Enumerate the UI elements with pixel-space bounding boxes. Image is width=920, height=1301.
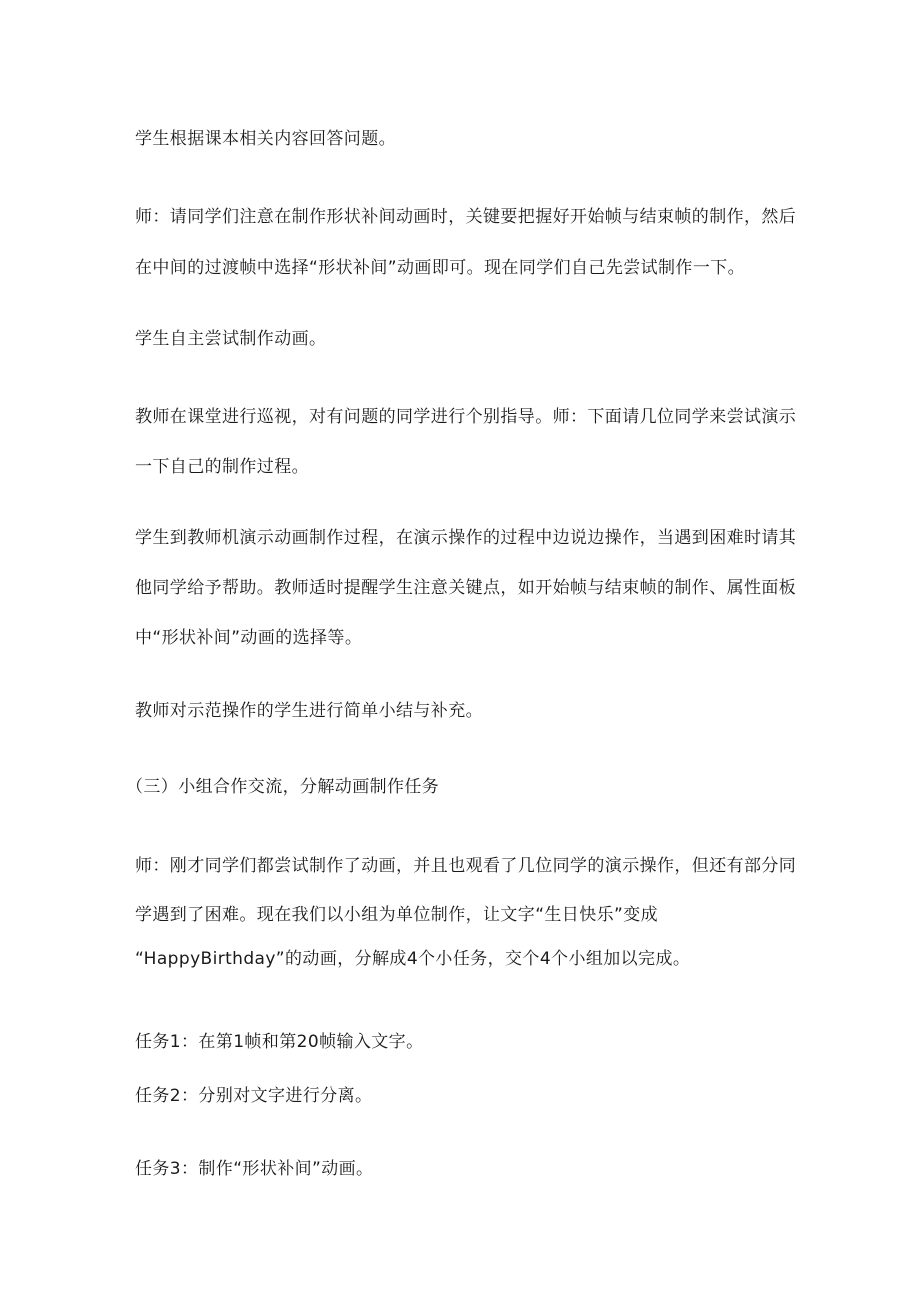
task-item: 任务3：制作“形状补间”动画。	[135, 1159, 374, 1179]
paragraph-line: 学遇到了困难。现在我们以小组为单位制作，让文字“生日快乐”变成	[135, 905, 659, 925]
paragraph-line: 教师对示范操作的学生进行简单小结与补充。	[135, 701, 483, 721]
paragraph-line: 师：刚才同学们都尝试制作了动画，并且也观看了几位同学的演示操作，但还有部分同	[135, 856, 797, 876]
paragraph-line: “HappyBirthday”的动画，分解成4个小任务，交个4个小组加以完成。	[135, 949, 691, 969]
paragraph-line: 他同学给予帮助。教师适时提醒学生注意关键点，如开始帧与结束帧的制作、属性面板	[135, 578, 797, 598]
paragraph-line: 教师在课堂进行巡视，对有问题的同学进行个别指导。师：下面请几位同学来尝试演示	[135, 407, 797, 427]
section-heading: （三）小组合作交流，分解动画制作任务	[126, 777, 440, 797]
task-item: 任务1：在第1帧和第20帧输入文字。	[135, 1032, 424, 1052]
paragraph-line: 学生自主尝试制作动画。	[135, 329, 327, 349]
paragraph-line: 学生到教师机演示动画制作过程，在演示操作的过程中边说边操作，当遇到困难时请其	[135, 528, 797, 548]
paragraph-line: 中“形状补间”动画的选择等。	[135, 628, 363, 648]
paragraph-line: 一下自己的制作过程。	[135, 457, 309, 477]
paragraph-line: 在中间的过渡帧中选择“形状补间”动画即可。现在同学们自己先尝试制作一下。	[135, 258, 746, 278]
task-item: 任务2：分别对文字进行分离。	[135, 1086, 373, 1106]
paragraph-line: 学生根据课本相关内容回答问题。	[135, 129, 396, 149]
paragraph-line: 师：请同学们注意在制作形状补间动画时，关键要把握好开始帧与结束帧的制作，然后	[135, 207, 797, 227]
